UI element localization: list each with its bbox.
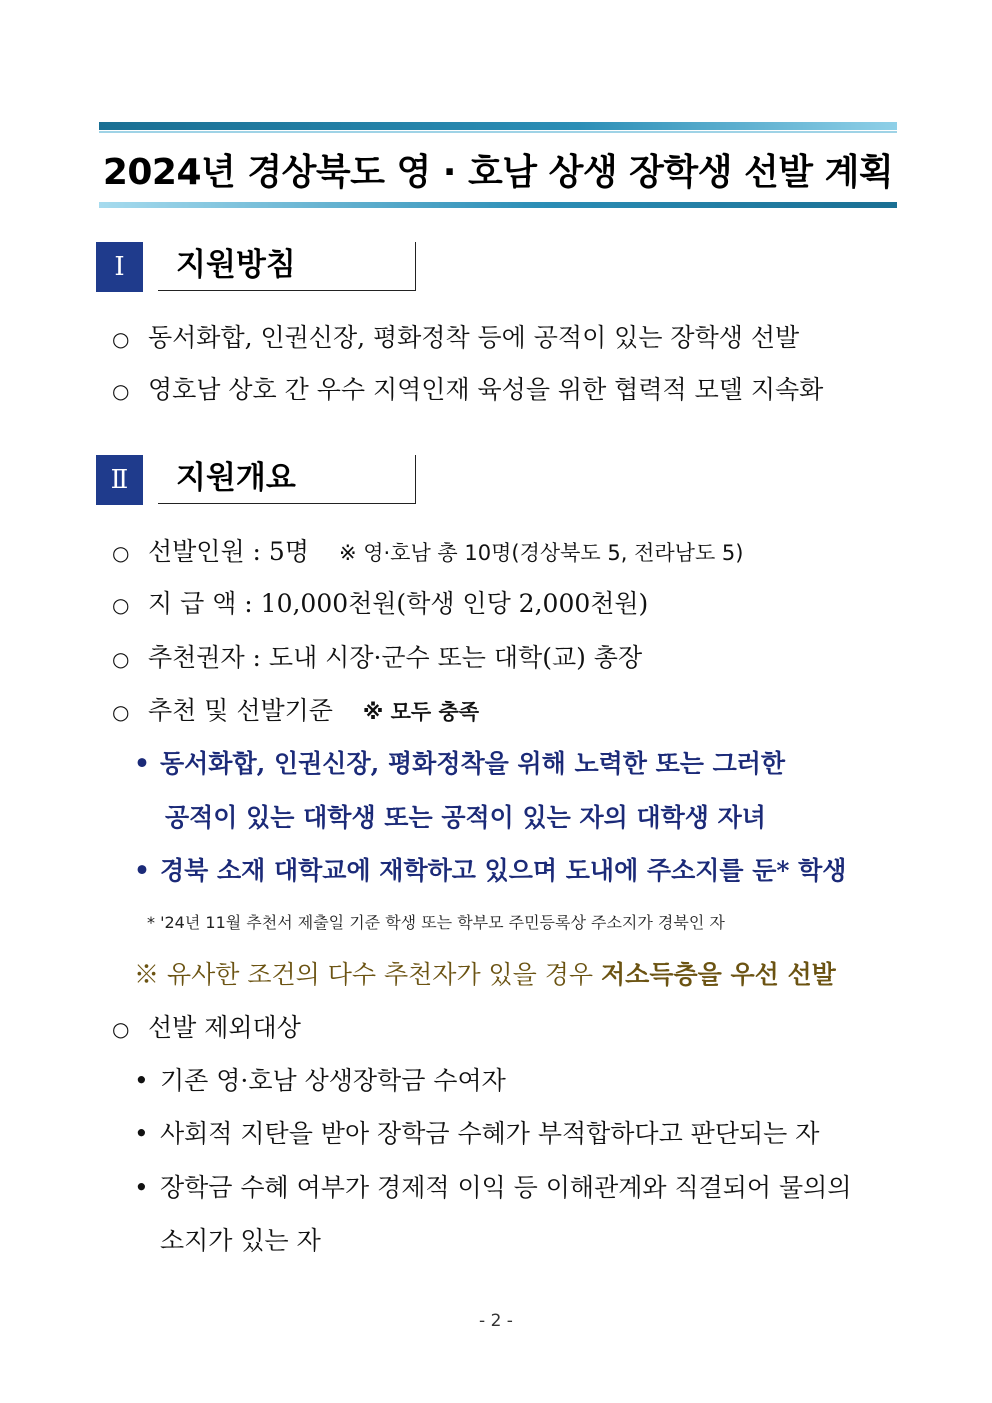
recruit-line: ○ 선발인원 : 5명 ※ 영·호남 총 10명(경상북도 5, 전라남도 5) — [112, 537, 744, 566]
criteria-item: • 경북 소재 대학교에 재학하고 있으며 도내에 주소지를 둔* 학생 — [134, 856, 847, 885]
dot-bullet-icon: • — [134, 1119, 149, 1148]
dot-bullet-icon: • — [134, 1173, 149, 1202]
footnote: * '24년 11월 추천서 제출일 기준 학생 또는 학부모 주민등록상 주소지가 경북인 자 — [147, 913, 725, 932]
section-number: Ⅱ — [96, 455, 143, 505]
section-label: 지원방침 — [158, 242, 416, 291]
exclusion-line: ○ 선발 제외대상 — [112, 1013, 301, 1042]
section-header-1 — [96, 242, 418, 292]
recommender-line: ○ 추천권자 : 도내 시장·군수 또는 대학(교) 총장 — [112, 643, 643, 672]
criteria-note: ※ 모두 충족 — [362, 700, 480, 724]
criteria-item-cont: 공적이 있는 대학생 또는 공적이 있는 자의 대학생 자녀 — [165, 803, 766, 832]
circle-bullet-icon: ○ — [112, 593, 130, 617]
criteria-line: ○ 추천 및 선발기준 ※ 모두 충족 — [112, 696, 480, 725]
circle-bullet-icon: ○ — [112, 379, 130, 403]
exclusion-item: • 사회적 지탄을 받아 장학금 수혜가 부적합하다고 판단되는 자 — [134, 1119, 820, 1148]
page-number: - 2 - — [479, 1311, 513, 1331]
exclusion-item-cont: 소지가 있는 자 — [160, 1226, 321, 1255]
exclusion-item: • 기존 영·호남 상생장학금 수여자 — [134, 1066, 506, 1095]
dot-bullet-icon: • — [134, 749, 150, 778]
criteria-item: • 동서화합, 인권신장, 평화정착을 위해 노력한 또는 그러한 — [134, 749, 786, 778]
exclusion-item: • 장학금 수혜 여부가 경제적 이익 등 이해관계와 직결되어 물의의 — [134, 1173, 852, 1202]
circle-bullet-icon: ○ — [112, 700, 130, 724]
circle-bullet-icon: ○ — [112, 541, 130, 565]
list-item: ○ 동서화합, 인권신장, 평화정착 등에 공적이 있는 장학생 선발 — [112, 323, 800, 352]
page-title: 2024년 경상북도 영 · 호남 상생 장학생 선발 계획 — [102, 152, 894, 193]
circle-bullet-icon: ○ — [112, 1017, 130, 1041]
recruit-note: ※ 영·호남 총 10명(경상북도 5, 전라남도 5) — [338, 541, 744, 565]
list-item: ○ 영호남 상호 간 우수 지역인재 육성을 위한 협력적 모델 지속화 — [112, 375, 824, 404]
title-banner — [99, 122, 897, 208]
title-bottom-bar — [99, 202, 897, 208]
section-number: Ⅰ — [96, 242, 143, 292]
title-top-bar — [99, 122, 897, 130]
priority-note: ※ 유사한 조건의 다수 추천자가 있을 경우 저소득층을 우선 선발 — [134, 960, 836, 989]
section-label: 지원개요 — [158, 455, 416, 504]
dot-bullet-icon: • — [134, 1066, 149, 1095]
dot-bullet-icon: • — [134, 856, 150, 885]
priority-emphasis: 저소득층을 우선 선발 — [601, 960, 836, 989]
amount-line: ○ 지 급 액 : 10,000천원(학생 인당 2,000천원) — [112, 589, 649, 618]
title-top-thin-bar — [99, 131, 897, 133]
circle-bullet-icon: ○ — [112, 327, 130, 351]
circle-bullet-icon: ○ — [112, 647, 130, 671]
section-header-2 — [96, 455, 418, 505]
